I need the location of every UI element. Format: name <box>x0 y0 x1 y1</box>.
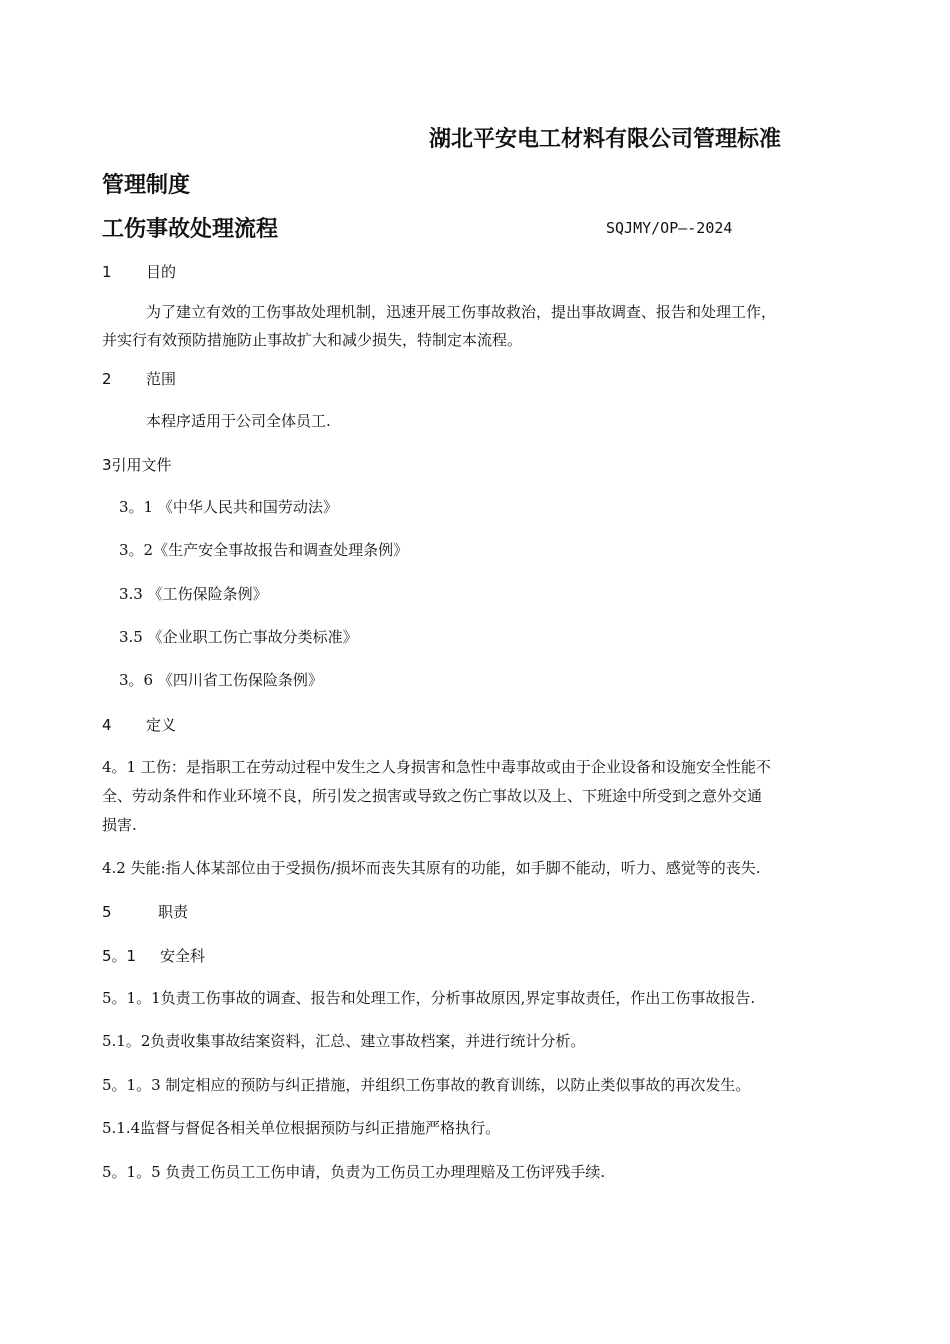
duty-item: 5.1.4监督与督促各相关单位根据预防与纠正措施严格执行。 <box>102 1119 501 1137</box>
reference-item: 3。6 《四川省工伤保险条例》 <box>119 671 323 689</box>
section-title: 范围 <box>146 370 177 388</box>
duty-item: 5.1。2负责收集事故结案资料，汇总、建立事故档案，并进行统计分析。 <box>102 1032 586 1050</box>
section-5-heading <box>102 901 188 922</box>
section-3-heading: 3引用文件 <box>102 456 172 474</box>
paragraph-line: 4。1 工伤：是指职工在劳动过程中发生之人身损害和急性中毒事故或由于企业设备和设施安全性能不 <box>102 758 771 776</box>
section-number: 4 <box>102 716 112 734</box>
section-title: 目的 <box>146 263 177 281</box>
document-code: SQJMY/OP—-2024 <box>606 219 733 237</box>
paragraph-line: 4.2 失能:指人体某部位由于受损伤/损坏而丧失其原有的功能，如手脚不能动，听力、感觉等的丧失. <box>102 859 761 877</box>
section-4-heading <box>102 714 176 735</box>
reference-item: 3.5 《企业职工伤亡事故分类标准》 <box>119 628 358 646</box>
paragraph-line: 为了建立有效的工伤事故处理机制，迅速开展工伤事故救治，提出事故调查、报告和处理工作， <box>146 303 777 321</box>
section-title: 职责 <box>158 903 189 921</box>
reference-item: 3.3 《工伤保险条例》 <box>119 585 268 603</box>
subsection-number: 5。1 <box>102 947 137 965</box>
reference-item: 3。2《生产安全事故报告和调查处理条例》 <box>119 541 409 559</box>
document-title: 工伤事故处理流程 <box>102 217 279 242</box>
paragraph-line: 损害. <box>102 816 137 834</box>
section-1-heading <box>102 261 176 282</box>
duty-item: 5。1。3 制定相应的预防与纠正措施，并组织工伤事故的教育训练，以防止类似事故的再次发生。 <box>102 1076 751 1094</box>
reference-item: 3。1 《中华人民共和国劳动法》 <box>119 498 338 516</box>
paragraph-line: 本程序适用于公司全体员工. <box>146 412 331 430</box>
subsection-5-1-heading <box>102 945 205 966</box>
section-number: 1 <box>102 263 112 281</box>
section-number: 5 <box>102 903 112 921</box>
section-title: 定义 <box>146 716 177 734</box>
duty-item: 5。1。1负责工伤事故的调查、报告和处理工作，分析事故原因,界定事故责任，作出工伤事故报告. <box>102 989 756 1007</box>
section-2-heading <box>102 368 176 389</box>
subsection-title: 安全科 <box>160 947 206 965</box>
paragraph-line: 全、劳动条件和作业环境不良，所引发之损害或导致之伤亡事故以及上、下班途中所受到之意外交通 <box>102 787 763 805</box>
paragraph-line: 并实行有效预防措施防止事故扩大和减少损失，特制定本流程。 <box>102 331 523 349</box>
document-category: 管理制度 <box>102 173 191 198</box>
section-number: 2 <box>102 370 112 388</box>
company-standard-title: 湖北平安电工材料有限公司管理标准 <box>429 127 782 152</box>
duty-item: 5。1。5 负责工伤员工工伤申请，负责为工伤员工办理理赔及工伤评残手续. <box>102 1163 606 1181</box>
